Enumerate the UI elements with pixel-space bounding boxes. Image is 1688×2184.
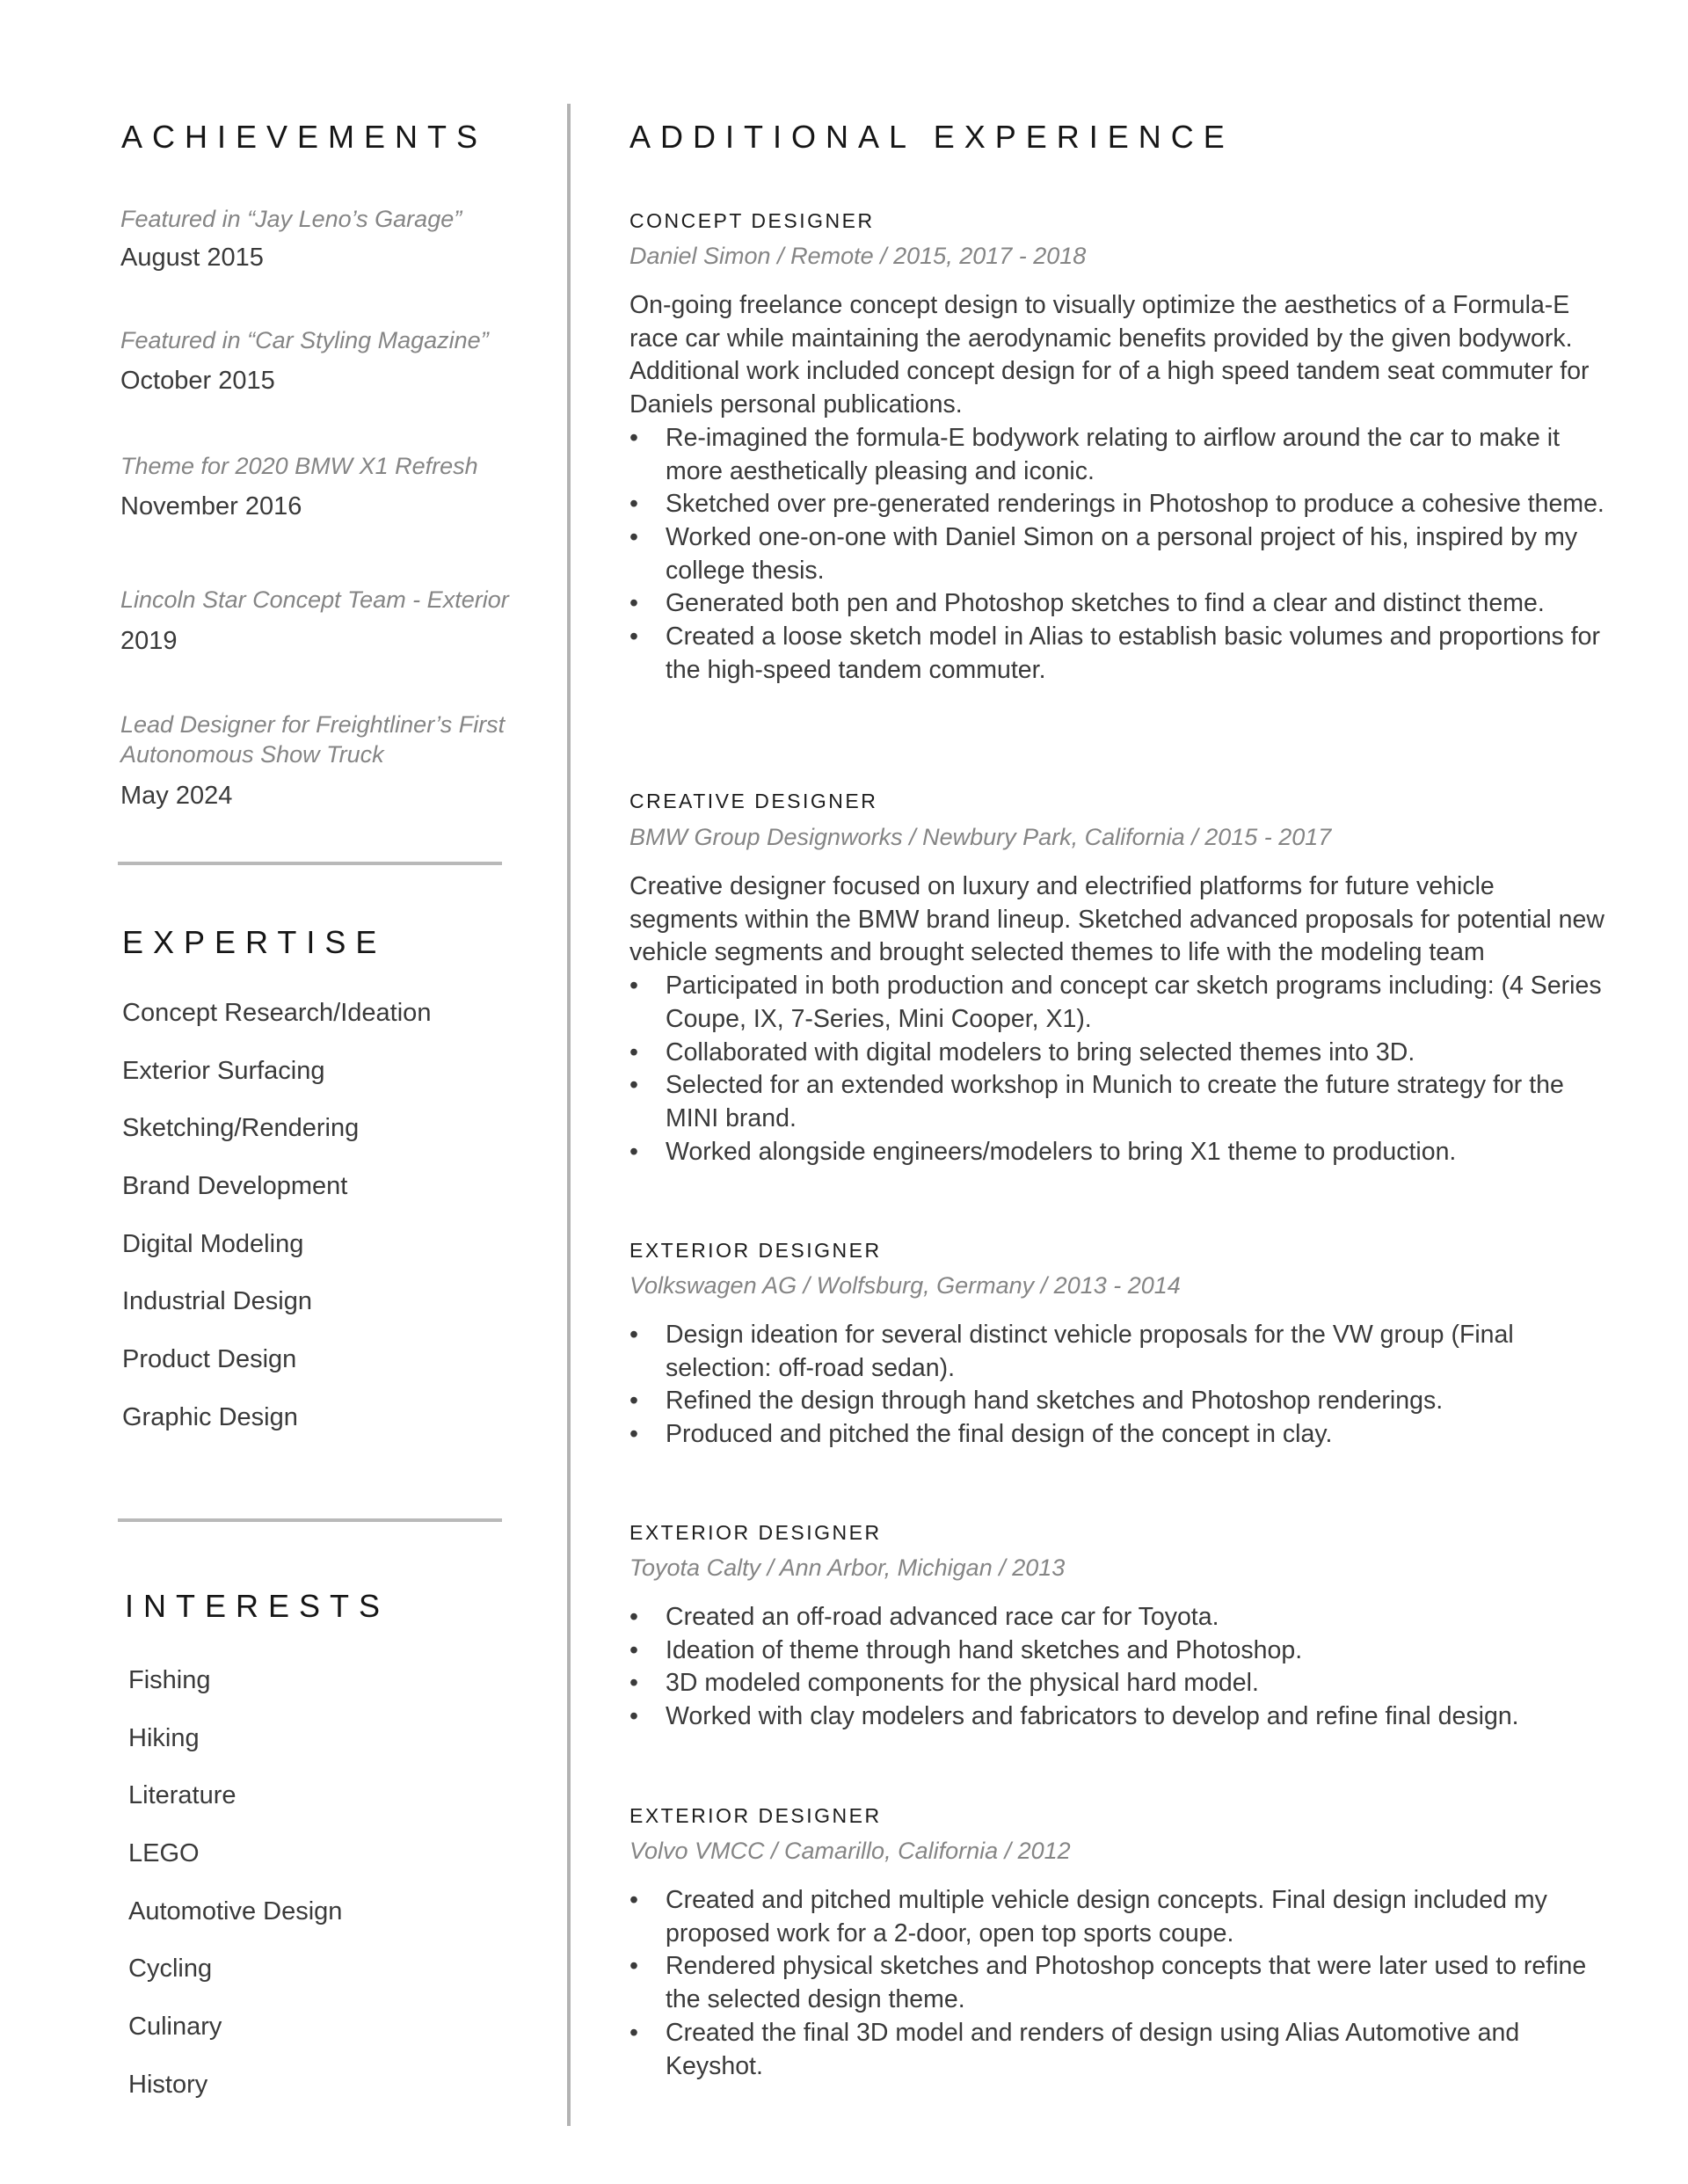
job-details	[629, 289, 1605, 687]
section-divider	[118, 862, 502, 865]
section-divider	[118, 1518, 502, 1522]
job-details	[629, 870, 1605, 1168]
job-role: EXTERIOR DESIGNER	[629, 1804, 882, 1827]
interest-item: History	[128, 2071, 208, 2099]
interest-item: Hiking	[128, 1724, 200, 1752]
achievement-date: November 2016	[120, 492, 302, 521]
job-role: EXTERIOR DESIGNER	[629, 1521, 882, 1544]
expertise-item: Concept Research/Ideation	[122, 999, 432, 1027]
job-bullet: • Sketched over pre-generated renderings in Photoshop to produce a cohesive theme.	[629, 488, 1605, 521]
achievement-date: May 2024	[120, 782, 233, 810]
interests-heading: INTERESTS	[125, 1588, 390, 1624]
job-bullet: • Worked with clay modelers and fabricators to develop and refine final design.	[629, 1700, 1605, 1734]
job-company: Toyota Calty / Ann Arbor, Michigan / 2013	[629, 1554, 1066, 1581]
job-bullet: • Refined the design through hand sketches and Photoshop renderings.	[629, 1385, 1605, 1418]
additional-experience-heading: ADDITIONAL EXPERIENCE	[629, 119, 1234, 155]
achievement-date: October 2015	[120, 367, 275, 395]
achievement-date: August 2015	[120, 244, 264, 272]
job-bullet: • Collaborated with digital modelers to bring selected themes into 3D.	[629, 1037, 1605, 1070]
job-company: Volkswagen AG / Wolfsburg, Germany / 2013 - 2014	[629, 1272, 1181, 1299]
expertise-item: Exterior Surfacing	[122, 1057, 325, 1085]
job-details	[629, 1319, 1605, 1452]
job-bullet: • Produced and pitched the final design of the concept in clay.	[629, 1418, 1605, 1452]
expertise-item: Graphic Design	[122, 1403, 298, 1431]
job-bullet: • Created and pitched multiple vehicle design concepts. Final design included my proposed work for a 2-door, open top sports coupe.	[629, 1884, 1605, 1950]
job-role: CREATIVE DESIGNER	[629, 790, 878, 812]
achievement-title: Theme for 2020 BMW X1 Refresh	[120, 453, 478, 479]
expertise-item: Industrial Design	[122, 1287, 312, 1315]
achievement-title: Featured in “Jay Leno’s Garage”	[120, 206, 462, 232]
job-bullets	[629, 1884, 1605, 2083]
job-bullets	[629, 1601, 1605, 1734]
job-company: Daniel Simon / Remote / 2015, 2017 - 2018	[629, 243, 1087, 269]
job-description: On-going freelance concept design to visually optimize the aesthetics of a Formula-E race car while maintaining the aerodynamic benefits provided by the given bodywork. Additional work included concept design for of a high speed tandem seat commuter for Daniels personal publications.	[629, 291, 1590, 419]
job-bullet: • Design ideation for several distinct vehicle proposals for the VW group (Final selection: off-road sedan).	[629, 1319, 1605, 1385]
interest-item: Cycling	[128, 1955, 213, 1983]
job-description: Creative designer focused on luxury and electrified platforms for future vehicle segments within the BMW brand lineup. Sketched advanced proposals for potential new vehicle segments and brought selected themes to life with the modeling team	[629, 872, 1604, 967]
job-company: BMW Group Designworks / Newbury Park, California / 2015 - 2017	[629, 824, 1332, 850]
job-bullets	[629, 970, 1605, 1168]
interest-item: Automotive Design	[128, 1897, 343, 1926]
achievement-date: 2019	[120, 627, 178, 655]
interest-item: Culinary	[128, 2013, 222, 2041]
job-role: CONCEPT DESIGNER	[629, 209, 875, 232]
job-bullet: • Worked one-on-one with Daniel Simon on a personal project of his, inspired by my college thesis.	[629, 521, 1605, 587]
interest-item: Literature	[128, 1781, 236, 1809]
achievement-title: Featured in “Car Styling Magazine”	[120, 327, 489, 353]
job-bullet: • Created an off-road advanced race car for Toyota.	[629, 1601, 1605, 1634]
job-bullet: • Re-imagined the formula-E bodywork relating to airflow around the car to make it more aesthetically pleasing and iconic.	[629, 422, 1605, 488]
job-bullet: • Generated both pen and Photoshop sketches to find a clear and distinct theme.	[629, 587, 1605, 621]
achievements-heading: ACHIEVEMENTS	[121, 119, 488, 155]
job-bullet: • 3D modeled components for the physical hard model.	[629, 1667, 1605, 1700]
job-bullet: • Worked alongside engineers/modelers to bring X1 theme to production.	[629, 1136, 1605, 1169]
interest-item: LEGO	[128, 1839, 200, 1867]
column-divider	[567, 104, 571, 2126]
expertise-item: Brand Development	[122, 1172, 348, 1200]
job-company: Volvo VMCC / Camarillo, California / 2012	[629, 1838, 1071, 1864]
job-bullet: • Ideation of theme through hand sketches and Photoshop.	[629, 1634, 1605, 1668]
job-details	[629, 1601, 1605, 1734]
achievement-title: Lead Designer for Freightliner’s First Autonomous Show Truck	[120, 711, 506, 768]
job-role: EXTERIOR DESIGNER	[629, 1239, 882, 1262]
job-bullet: • Created the final 3D model and renders of design using Alias Automotive and Keyshot.	[629, 2017, 1605, 2083]
job-details	[629, 1884, 1605, 2083]
achievement-title: Lincoln Star Concept Team - Exterior	[120, 586, 509, 613]
expertise-heading: EXPERTISE	[122, 924, 387, 960]
job-bullet: • Participated in both production and concept car sketch programs including: (4 Series Coupe, IX, 7-Series, Mini Cooper, X1).	[629, 970, 1605, 1036]
interest-item: Fishing	[128, 1666, 211, 1694]
job-bullets	[629, 1319, 1605, 1452]
job-bullet: • Created a loose sketch model in Alias to establish basic volumes and proportions for the high-speed tandem commuter.	[629, 621, 1605, 687]
expertise-item: Sketching/Rendering	[122, 1114, 360, 1142]
job-bullets	[629, 422, 1605, 688]
job-bullet: • Selected for an extended workshop in Munich to create the future strategy for the MINI brand.	[629, 1069, 1605, 1135]
expertise-item: Digital Modeling	[122, 1230, 304, 1258]
job-bullet: • Rendered physical sketches and Photoshop concepts that were later used to refine the selected design theme.	[629, 1950, 1605, 2016]
expertise-item: Product Design	[122, 1345, 297, 1373]
